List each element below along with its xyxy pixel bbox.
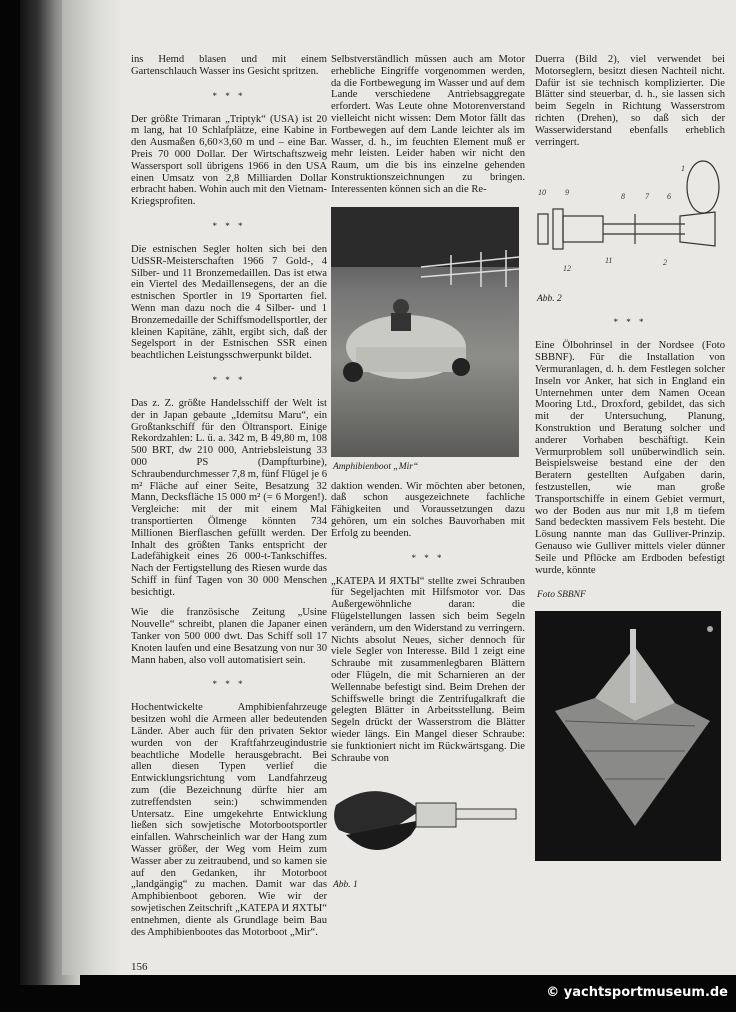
separator: * * * bbox=[212, 374, 246, 385]
page-gutter-shadow bbox=[62, 0, 122, 975]
paragraph-usine-nouvelle: Wie die französische Zeitung „Usine Nouvelle“ schreibt, planen die Japaner einen Tanker von 500 000 dwt. Das Schiff soll 17 Knoten laufen und eine Besatzung von nur 30 Mann haben, also voll automatisiert sein. bbox=[131, 607, 327, 666]
oil-rig-photo-caption: Foto SBBNF bbox=[537, 590, 586, 601]
diagram-label: 11 bbox=[605, 256, 613, 266]
diagram-label: 7 bbox=[645, 192, 649, 202]
middle-column bbox=[331, 54, 525, 899]
separator: * * * bbox=[212, 220, 246, 231]
separator: * * * bbox=[411, 552, 445, 563]
paragraph-redaktion: daktion wenden. Wir möchten aber betonen, daß schon ausgezeichnete fachliche Fähigkeiten und Voraussetzungen dazu gehören, um ein solches Bauvorhaben mit Erfolg zu beenden. bbox=[331, 480, 525, 539]
separator: * * * bbox=[212, 90, 246, 101]
separator: * * * bbox=[613, 317, 647, 328]
page-number: 156 bbox=[131, 961, 148, 974]
oil-rig-photo bbox=[535, 611, 721, 861]
paragraph-motor: Selbstverständlich müssen auch am Motor erhebliche Eingriffe vorgenommen werden, da die Fortbewegung im Wasser und auf dem Lande verschiedene Antriebsaggregate erfordert. Was Leute ohne Motorenverstand vielleicht nicht wissen: Dem Motor fällt das Fortbewegen auf dem Lande leichter als im Wasser, d. h., im feuchten Element muß er mehr leisten. Leider haben wir nicht den Raum, um die bis ins einzelne gehenden Konstruktionszeichnungen zu bringen. Interessenten können sich an die Re- bbox=[331, 54, 525, 195]
diagram-label: 1 bbox=[681, 164, 685, 174]
paragraph-estonian-sailors: Die estnischen Segler holten sich bei den UdSSR-Meisterschaften 1966 7 Gold-, 4 Silber- und 11 Bronzemedaillen. Das ist etwa ein Viertel des Medaillensegens, der an die estnischen Sportler in 19 Sportarten fiel. Wenn man dazu noch die 4 Silber- und 1 Bronzemedaille der Schiffsmodellsportler, der kleinen Kapitäne, zählt, ergibt sich, daß der Segelsport in der Estnischen SSR einen beachtlichen Leistungsschwerpunkt bildet. bbox=[131, 243, 327, 362]
watermark: © yachtsportmuseum.de bbox=[546, 985, 728, 1000]
amphibian-photo-caption: Amphibienboot „Mir“ bbox=[333, 461, 419, 472]
paragraph: ins Hemd blasen und mit einem Gartenschlauch Wasser ins Gesicht spritzen. bbox=[131, 54, 327, 77]
separator: * * * bbox=[212, 679, 246, 690]
right-column bbox=[535, 54, 725, 861]
diagram-label: 2 bbox=[663, 258, 667, 268]
paragraph-idemitsu-maru: Das z. Z. größte Handelsschiff der Welt ist der in Japan gebaute „Idemitsu Maru“, ein Großtankschiff für den Öltransport. Einige Rekordzahlen: L. ü. a. 342 m, B 49,80 m, 108 500 BRT, dw 210 000, Antriebsleistung 33 000 PS (Dampfturbine), Schraubendurchmesser 7,8 m, fünf Flügel je 6 m² Fläche auf einer Seite, Besatzung 32 Mann, Decksfläche 15 000 m² (= 6 Morgen!). Vergleiche: mit der mit einem Mal transportierten Ölmenge könnten 734 Millionen Bierflaschen gefüllt werden. Der Inhalt des größten Tanks entspricht der Ladefähigkeit eines 26 000-t-Tankschiffes. Nach der Fertigstellung des Riesen wurde das Schiff in fünf Tagen von 30 000 Menschen besichtigt. bbox=[131, 397, 327, 598]
diagram-label: 9 bbox=[565, 188, 569, 198]
diagram-label: 12 bbox=[563, 264, 571, 274]
paragraph-trimaran: Der größte Trimaran „Triptyk“ (USA) ist 20 m lang, hat 10 Schlafplätze, eine Kabine in den Ausmaßen 6,60×3,60 m und – eine Bar. Preis 70 000 Dollar. Der Wirtschaftszweig Wassersport soll übrigens 1966 in den USA einen Umsatz von 2,8 Milliarden Dollar erbracht haben. Wohin auch mit den Vietnam-Kriegsprofiten. bbox=[131, 113, 327, 208]
paragraph-amphibian: Hochentwickelte Amphibienfahrzeuge besitzen wohl die Armeen aller bedeutenden Länder. Aber auch für den privaten Sektor wurden von der Kraftfahrzeugindustrie beachtliche Modelle herausgebracht. Bei allen diesen Typen verlief die Entwicklungsrichtung vom Landfahrzeug zum (die Bezeichnung dürfte hier am zutreffendsten sein:) schwimmenden Untersatz. Eine umgekehrte Entwicklung ließen sich sowjetische Motorbootsportler einfallen. Wahrscheinlich war der Hang zum Wasser größer, der Weg vom Heim zum Wasser aber zu zeitraubend, und so kamen sie auf den Gedanken, ihr Motorboot „landgängig“ zu machen. Damit war das Amphibienboot geboren. Wie wir der sowjetischen Zeitschrift „KATEPA И ЯХТЫ“ entnehmen, diente als Grundlage beim Bau des Amphibienbootes das Motorboot „Mir“. bbox=[131, 702, 327, 938]
diagram-label: 6 bbox=[667, 192, 671, 202]
folding-propeller-drawing bbox=[331, 775, 521, 875]
duerra-propeller-diagram bbox=[535, 159, 725, 289]
paragraph-oil-rig: Eine Ölbohrinsel in der Nordsee (Foto SBBNF). Für die Installation von Vermuranlagen, d. h. dem Festlegen solcher Inseln vor Anker, hat sich in England ein Unternehmen unter dem Namen Ocean Mooring Ltd., Droxford, gebildet, das sich mit der Untersuchung, Planung, Konstruktion und Beratung solcher und anderer Vorhaben beschäftigt. Kein Vermurproblem soll unüberwindlich sein. Beispielsweise bestand eine der den Beratern gestellten Aufgaben darin, festzustellen, wie man große Transportschiffe in einem Gebiet vermurt, wo der Boden aus nur mit 1,8 m tiefem Sand bedeckten massivem Fels besteht. Die Lösung nannte man das Gulliver-Prinzip. Genauso wie Gulliver mittels vieler dünner Seile und Pflöcke am Erdboden befestigt wurde, könnte bbox=[535, 340, 725, 576]
figure1-caption: Abb. 1 bbox=[333, 880, 358, 891]
diagram-label: 10 bbox=[538, 188, 546, 198]
paragraph-propellers: „KATEPA И ЯХТЫ“ stellte zwei Schrauben für Segeljachten mit Hilfsmotor vor. Das Außergewöhnliche daran: die Flügelstellungen lassen sich beim Segeln verändern, um den Widerstand zu verringern. Nichts absolut Neues, sicher dennoch für viele Segler von Interesse. Bild 1 zeigt eine Schraube mit zusammenlegbaren Blättern oder Flügeln, die mit Scharnieren an der Wellennabe befestigt sind. Beim Drehen der Schiffswelle bringt die Zentrifugalkraft die gelegten Blätter in Arbeitsstellung. Beim Segeln drückt der Wasserstrom die Blätter wieder längs. Ein Mangel dieser Schraube: sie funktioniert nicht im Rückwärtsgang. Die Schraube von bbox=[331, 575, 525, 764]
left-column bbox=[131, 54, 327, 974]
diagram-label: 8 bbox=[621, 192, 625, 202]
amphibian-boat-photo bbox=[331, 207, 519, 457]
paragraph-duerra: Duerra (Bild 2), viel verwendet bei Motorseglern, besitzt diesen Nachteil nicht. Dafür ist sie technisch komplizierter. Die Blätter sind steuerbar, d. h., sie lassen sich beim Segeln in Richtung Wasserstrom richten (Drehen), so daß sich der Wasserwiderstand ebenfalls erheblich verringert. bbox=[535, 54, 725, 148]
figure2-caption: Abb. 2 bbox=[537, 294, 562, 305]
